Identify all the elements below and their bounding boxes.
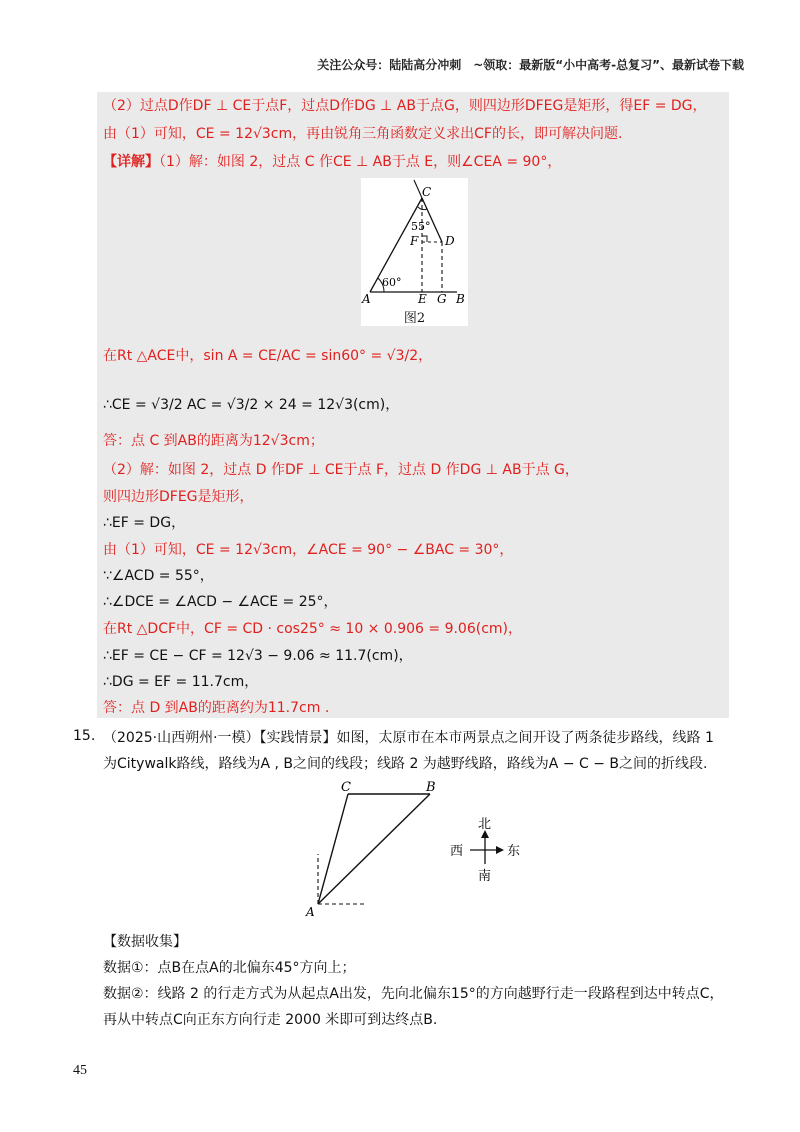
page-header: 关注公众号：陆陆高分冲刺 ~领取：最新版“小中高考-总复习”、最新试卷下载 [317, 58, 744, 72]
compass-north: 北 [478, 817, 492, 832]
question-line-2: 为Citywalk路线，路线为A , B之间的线段；线路 2 为越野线路，路线为A − C − B之间的折线段. [103, 756, 708, 772]
question-line-1: （2025·山西朔州·一模）【实践情景】如图，太原市在本市两景点之间开设了两条徒步路线，线路 1 [103, 730, 714, 746]
step-11: ∴EF = CE − CF = 12√3 − 9.06 ≈ 11.7(cm)， [103, 648, 413, 664]
label-f: F [410, 234, 419, 248]
step-7: 由（1）可知，CE = 12√3cm，∠ACE = 90° − ∠BAC = 30°， [103, 542, 514, 558]
data-item-1: 数据①：点B在点A的北偏东45°方向上； [103, 960, 356, 976]
step-3: 答：点 C 到AB的距离为12√3cm； [103, 433, 324, 449]
label-b2: B [426, 780, 436, 795]
angle-label-60: 60° [382, 276, 402, 289]
figure-2 [361, 178, 468, 326]
page-number: 45 [73, 1063, 87, 1078]
route-ac [318, 794, 348, 904]
label-a: A [362, 292, 371, 304]
analysis-line-2: 由（1）可知，CE = 12√3cm，再由锐角三角函数定义求出CF的长，即可解决问题. [103, 126, 623, 142]
compass-south: 南 [478, 869, 492, 884]
label-b: B [456, 292, 465, 304]
step-4: （2）解：如图 2，过点 D 作DF ⊥ CE于点 F，过点 D 作DG ⊥ AB于点 G， [103, 462, 579, 478]
compass-west: 西 [450, 844, 464, 859]
detail-line [103, 152, 561, 172]
label-c2: C [341, 780, 351, 795]
data-item-2-line-1: 数据②：线路 2 的行走方式为从起点A出发，先向北偏东15°的方向越野行走一段路程到达中转点C， [103, 986, 724, 1002]
step-1: 在Rt △ACE中，sin A = CE/AC = sin60° = √3/2， [103, 348, 433, 364]
label-e: E [418, 292, 427, 304]
step-5: 则四边形DFEG是矩形， [103, 489, 254, 505]
compass-east: 东 [507, 844, 521, 859]
step-6: ∴EF = DG， [103, 515, 186, 531]
detail-tag: 【详解】 [103, 154, 159, 170]
figure-2-caption: 图2 [403, 311, 426, 326]
data-item-2-line-2: 再从中转点C向正东方向行走 2000 米即可到达终点B. [103, 1012, 438, 1028]
detail-intro: （1）解：如图 2，过点 C 作CE ⊥ AB于点 E，则∠CEA = 90°， [159, 154, 562, 170]
east-arrow-icon [496, 846, 504, 854]
angle-label-55: 55° [411, 220, 431, 233]
step-13: 答：点 D 到AB的距离约为11.7cm . [103, 700, 330, 716]
analysis-line-1: （2）过点D作DF ⊥ CE于点F，过点D作DG ⊥ AB于点G，则四边形DFEG是矩形，得EF = DG， [103, 98, 707, 114]
label-a2: A [306, 905, 315, 919]
route-ab [318, 794, 430, 904]
data-collection-title: 【数据收集】 [103, 934, 187, 950]
label-g: G [437, 292, 447, 304]
question-number: 15. [73, 728, 96, 744]
step-8: ∵∠ACD = 55°， [103, 568, 214, 584]
compass-rose [470, 830, 504, 864]
label-c: C [422, 185, 432, 199]
question-figure [300, 776, 540, 920]
right-angle-f [422, 236, 427, 242]
step-10: 在Rt △DCF中，CF = CD · cos25° ≈ 10 × 0.906 = 9.06(cm)， [103, 621, 522, 637]
label-d: D [445, 234, 455, 248]
step-9: ∴∠DCE = ∠ACD − ∠ACE = 25°， [103, 594, 338, 610]
line-cd-extension [414, 180, 422, 198]
step-12: ∴DG = EF = 11.7cm， [103, 674, 259, 690]
figure-2-diagram [361, 178, 468, 304]
step-2: ∴CE = √3/2 AC = √3/2 × 24 = 12√3(cm)， [103, 397, 400, 413]
